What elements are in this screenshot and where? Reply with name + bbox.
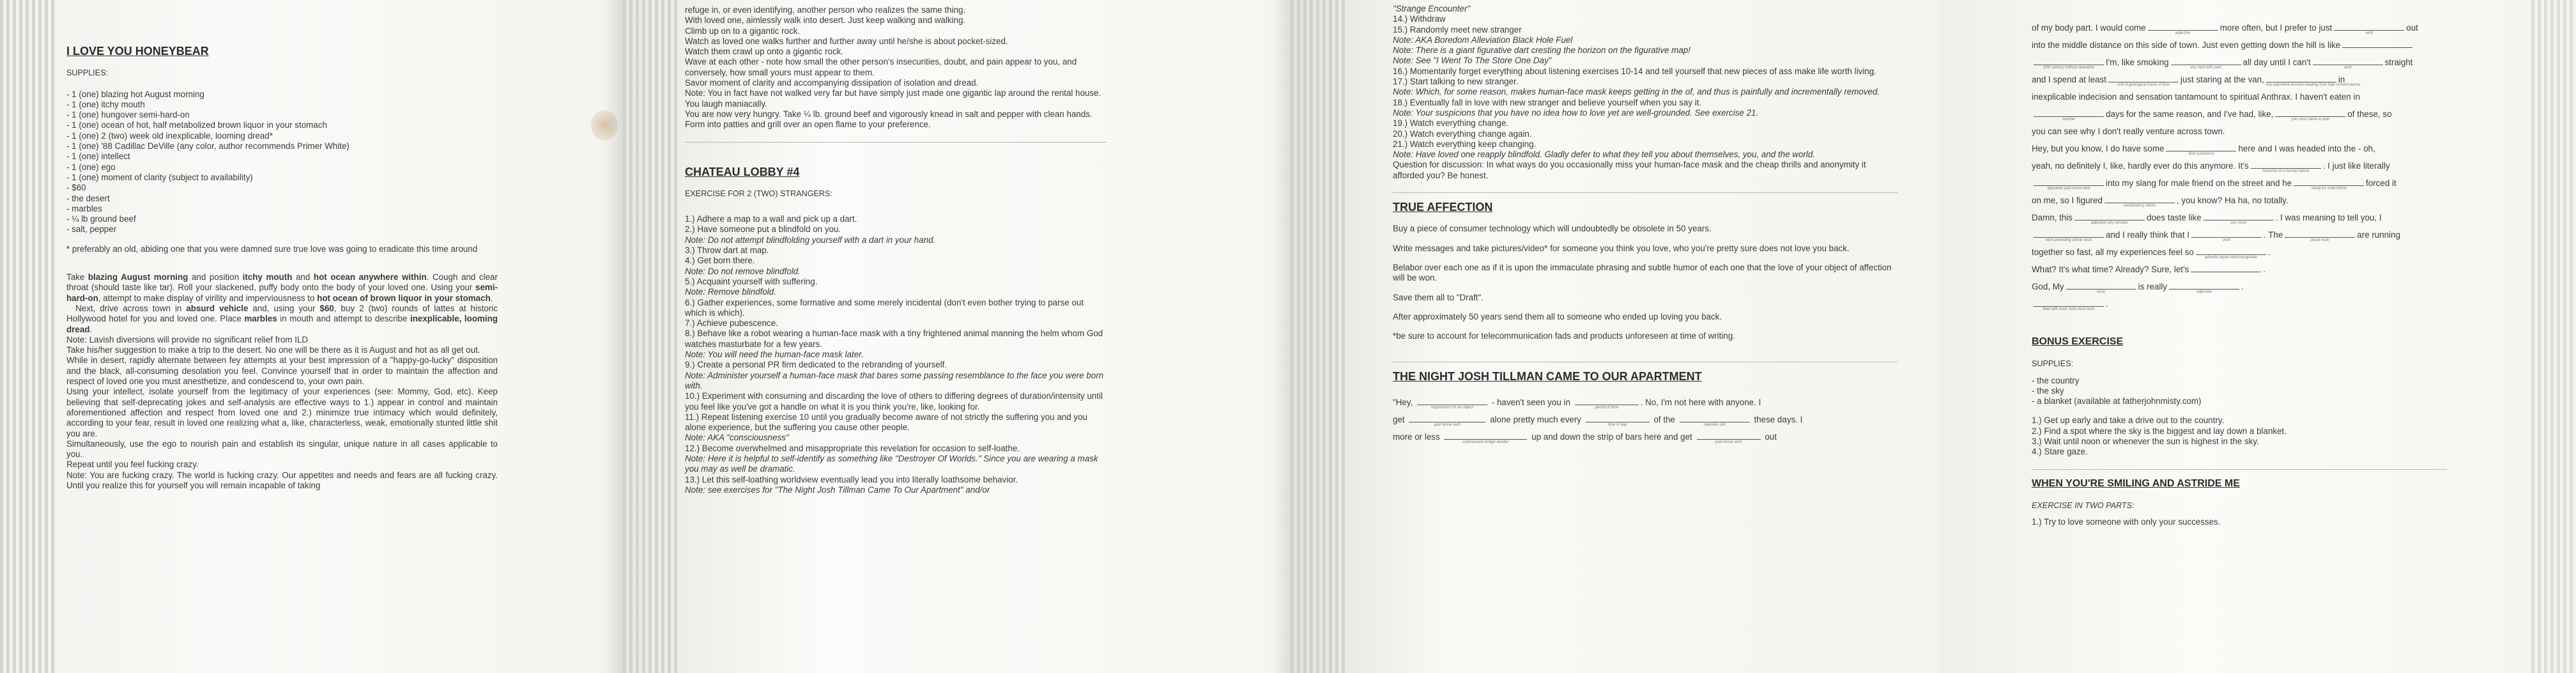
step-line: 20.) Watch everything change again.	[1393, 128, 1532, 139]
body-paragraphs	[66, 335, 498, 491]
step-line: Note: See "I Went To The Store One Day"	[1393, 56, 1552, 66]
paragraph-next: Next, drive across town in absurd vehicle and, using your $60, buy 2 (two) rounds of lattes at historic Hollywood hotel for you and loved one. Place marbles in mouth and attempt to describe inexplicable, looming dread.	[66, 303, 498, 334]
blank-hint: adjective	[2196, 290, 2212, 294]
intro-line: Watch as loved one walks further and further away until he/she is about pocket-sized.	[685, 36, 1008, 46]
madlib-text: of my body part. I would come	[2032, 23, 2146, 33]
blank-field[interactable]	[2104, 194, 2175, 208]
madlib-text: and I really think that I	[2106, 230, 2190, 240]
blank-field[interactable]	[2166, 143, 2236, 156]
supply-item: - 1 (one) blazing hot August morning	[66, 89, 204, 99]
section-title-chateau: CHATEAU LOBBY #4	[685, 165, 800, 178]
madlib-continued	[2032, 19, 2447, 313]
intro-line: refuge in, or even identifying, another person who realizes the same thing.	[685, 5, 966, 15]
madlib-text: days for the same reason, and I've had, like,	[2106, 109, 2274, 119]
blank-field[interactable]	[2066, 281, 2136, 294]
blank-hint: noun	[2096, 290, 2106, 294]
supply-item: - marbles	[66, 203, 102, 213]
blank-hint: adjective	[2175, 31, 2191, 35]
supply-item: - salt, pepper	[66, 224, 117, 235]
exercise-step: 10.) Experiment with consuming and discarding the love of others to differing degrees of duration/intensity until you feel like you've got a handle on what it is you think you're, like, looking for.	[685, 391, 1103, 412]
madlib-text: are running	[2357, 230, 2401, 240]
exercise-step: 7.) Achieve pubescence.	[685, 318, 778, 329]
madlib-text: .	[2106, 299, 2108, 309]
madlib-text: God, My	[2032, 282, 2064, 291]
blank-field[interactable]	[2034, 229, 2104, 242]
madlib-text: out	[2406, 23, 2418, 33]
step-line: 17.) Start talking to new stranger.	[1393, 77, 1519, 87]
supply-item: - 1 (one) 2 (two) week old inexplicable, looming dread*	[66, 130, 273, 141]
madlib-line	[2032, 278, 2447, 295]
bonus-supply-item: - the sky	[2032, 385, 2064, 396]
blank-hint: slang for male friend	[2311, 187, 2347, 190]
exercise-step: 4.) Get born there.	[685, 256, 755, 266]
supply-item: - ¼ lb ground beef	[66, 214, 136, 224]
blank-hint: verb	[2365, 31, 2373, 35]
continued-steps	[1393, 4, 1897, 181]
blank-hint: number	[2062, 118, 2076, 121]
blank-hint: fleet with truck verb must work	[2043, 307, 2095, 311]
blank-hint: plural noun	[2310, 238, 2330, 242]
body-paragraph: Simultaneously, use the ego to nourish pain and establish its singular, unique nature in all cases applicable to you.	[66, 438, 498, 460]
supply-item: - 1 (one) ocean of hot, half metabolized brown liquor in your stomach	[66, 120, 327, 130]
affection-line: Buy a piece of consumer technology which will undoubtedly be obsolete in 50 years.	[1393, 224, 1712, 234]
madlib-text: forced it	[2366, 178, 2396, 188]
exercise-step: 1.) Try to love someone with only your successes.	[2032, 517, 2221, 527]
bonus-supplies-list	[2032, 376, 2447, 407]
body-paragraph: Note: You are fucking crazy. The world is fucking crazy. Our appetites and needs and fears are all fucking crazy. Until you realize this for yourself you will remain incapable of taking	[66, 470, 498, 490]
madlib-text: into my slang for male friend on the street and he	[2106, 178, 2292, 188]
step-line: 15.) Randomly meet new stranger	[1393, 24, 1522, 35]
page-panel-2	[623, 0, 1291, 673]
madlib-text: .	[2267, 247, 2271, 257]
blank-hint: exclamatory cliche	[2124, 204, 2156, 208]
blank-field[interactable]: period of time	[1575, 396, 1639, 405]
panel-3-column	[1393, 4, 1897, 445]
madlib-text: yeah, no definitely I, like, hardly ever do this anymore. It's	[2032, 161, 2249, 171]
step-line: 16.) Momentarily forget everything about listening exercises 10-14 and tell yourself that new pieces of ass make life worth living.	[1393, 66, 1876, 76]
blank-field[interactable]	[2034, 298, 2104, 311]
panel-4-column	[2032, 19, 2447, 528]
step-line: Note: AKA Boredom Alleviation Black Hole Fuel	[1393, 35, 1573, 45]
supply-item: - $60	[66, 183, 86, 193]
affection-line: Belabor over each one as if it is upon the immaculate phrasing and subtle humor of each one that the love of your object of affection will be won.	[1393, 262, 1892, 283]
intro-line: You are now very hungry. Take ¼ lb. ground beef and vigorously knead in salt and pepper with clean hands. Form into patties and grill over an open flame to your preference.	[685, 109, 1092, 130]
madlib-line	[2032, 244, 2447, 261]
page-panel-3	[1291, 0, 1937, 673]
blank-field[interactable]	[2074, 212, 2145, 225]
body-paragraph: Note: Lavish diversions will provide no significant relief from ILD	[66, 334, 309, 344]
blank-field[interactable]	[2034, 108, 2104, 121]
blank-field[interactable]	[2342, 39, 2412, 48]
bonus-supplies-label: SUPPLIES:	[2032, 359, 2074, 369]
madlib-text: inexplicable indecision and sensation tantamount to spiritual Anthrax. I haven't eaten in	[2032, 92, 2360, 102]
exercise-note: Note: You will need the human-face mask later.	[685, 350, 864, 360]
decorative-stripes	[2531, 0, 2576, 673]
body-paragraph: Take his/her suggestion to make a trip to the desert. No one will be there as it is August and hot as all get out.	[66, 345, 480, 355]
exercise-step: 13.) Let this self-loathing worldview eventually lead you into literally loathsome behavior.	[685, 474, 1018, 484]
madlib-block: "Hey, euphemism for an object - haven't seen you in period of time . No, I'm not here with anyone. I get past tense verb alone pretty much every time of day of the calendar unit these days. I more or less substandard bridge dweller up and down the strip of bars here and get past tense verb out	[1393, 397, 1803, 444]
step-line: 19.) Watch everything change.	[1393, 118, 1509, 128]
step-line: 14.) Withdraw	[1393, 14, 1446, 24]
madlib-line	[2032, 54, 2447, 71]
body-paragraph: Using your intellect, isolate yourself from the legitimacy of your experiences (see: Mommy, God, etc). Keep believing that self-deprecating jokes and self-analysis are effective ways to 1.) appear in control and maintain aforementioned affection and respect from loved one and 2.) minimize true intimacy which would definitely, according to your fear, result in loved one realizing what a, like, characterless, weak, emotionally stunted little shit you are.	[66, 387, 498, 438]
blank-field[interactable]	[2108, 73, 2179, 87]
madlib-text: , you know? Ha ha, no totally.	[2176, 196, 2288, 205]
madlib-line	[2032, 261, 2447, 278]
exercise-step: 9.) Create a personal PR firm dedicated to the rebranding of yourself.	[685, 360, 947, 370]
blank-hint: adjective any minutes	[2091, 221, 2128, 225]
intro-line: Wave at each other - note how small the other person's insecurities, doubt, and pain appear to you, and conversely, how small yours must appear to them.	[685, 57, 1077, 77]
intro-line: Note: You in fact have not walked very far but have simply just made one gigantic lap around the rental house. You laugh maniacally.	[685, 88, 1101, 109]
supply-item: - the desert	[66, 193, 110, 203]
intro-paragraphs	[685, 5, 1107, 130]
exercise-step: 6.) Gather experiences, some formative and some merely incidental (don't even bother trying to parse out which is which).	[685, 297, 1084, 318]
madlib-text: . I just like literally	[2322, 161, 2390, 171]
exercise-step: 5.) Acquaint yourself with suffering.	[685, 276, 818, 286]
exercise-step: 8.) Behave like a robot wearing a human-face mask with a tiny frightened animal manning the helm whom God watches masturbate for a few years.	[685, 329, 1103, 349]
blank-field[interactable]: calendar unit	[1680, 414, 1750, 422]
madlib-text: here and I was headed into the - oh,	[2238, 144, 2375, 153]
section-title-true-affection: TRUE AFFECTION	[1393, 201, 1493, 214]
blank-hint: 20th century military operation	[2043, 66, 2095, 70]
step-line: Note: Your suspicions that you have no idea how to love yet are well-grounded. See exercise 21.	[1393, 107, 1759, 118]
step-line: 18.) Eventually fall in love with new stranger and believe yourself when you say it.	[1393, 97, 1702, 107]
exercise-note: Note: Do not attempt blindfolding yourself with a dart in your hand.	[685, 235, 936, 245]
blank-field[interactable]	[2204, 212, 2274, 225]
madlib-line	[2032, 192, 2447, 209]
madlib-text: .	[2263, 265, 2266, 274]
blank-field[interactable]	[2191, 229, 2262, 242]
section-title-honeybear: I LOVE YOU HONEYBEAR	[66, 45, 209, 58]
madlib-text: on me, so I figured	[2032, 196, 2103, 205]
section-title-smiling: WHEN YOU'RE SMILING AND ASTRIDE ME	[2032, 477, 2240, 489]
bonus-step: 4.) Stare gaze.	[2032, 447, 2088, 457]
exercise-subtitle: EXERCISE IN TWO PARTS:	[2032, 500, 2135, 510]
madlib-line	[2032, 123, 2447, 140]
madlib-line	[2032, 19, 2447, 36]
blank-field[interactable]	[2034, 177, 2104, 190]
decorative-stripes	[1291, 0, 1348, 673]
madlib-text: Hey, but you know, I do have some	[2032, 144, 2165, 153]
intro-line: Climb up on to a gigantic rock.	[685, 26, 801, 36]
section-divider	[685, 142, 1107, 143]
section-divider	[2032, 469, 2447, 470]
step-line: Note: There is a giant figurative dart cresting the horizon on the figurative map!	[1393, 45, 1690, 56]
blank-hint: verb	[2223, 238, 2230, 242]
blank-hint: verb	[2343, 66, 2352, 70]
exercise-note: Note: Here it is helpful to self-identify as something like "Destroyer Of Worlds." Since you are wearing a mask you may as well be dramatic.	[685, 453, 1098, 474]
bonus-step: 2.) Find a spot where the sky is the biggest and lay down a blanket.	[2032, 426, 2287, 436]
madlib-text: does taste like	[2147, 213, 2202, 222]
blank-field[interactable]: euphemism for an object	[1417, 396, 1487, 405]
affection-paragraphs	[1393, 224, 1897, 350]
supply-item: - 1 (one) hungover semi-hard-on	[66, 110, 190, 120]
madlib-text: together so fast, all my experiences feel so	[2032, 247, 2194, 257]
decorative-stripes	[0, 0, 57, 673]
madlib-text: all day until I can't	[2242, 58, 2311, 67]
blank-hint: verb preceding article noun	[2045, 238, 2092, 242]
blank-hint: any pejorative emotion leading from high school trauma	[2266, 83, 2361, 87]
blank-field[interactable]	[2171, 56, 2241, 70]
blank-field[interactable]	[2294, 177, 2364, 190]
exercise-subtitle: EXERCISE FOR 2 (TWO) STRANGERS:	[685, 189, 832, 198]
intro-line: Watch them crawl up onto a gigantic rock.	[685, 47, 844, 57]
madlib-line	[2032, 209, 2447, 226]
footnote: * preferably an old, abiding one that you were damned sure true love was going to eradicate this time around	[66, 244, 478, 254]
exercise-note: Note: see exercises for "The Night Josh Tillman Came To Our Apartment" and/or	[685, 484, 990, 495]
blank-field[interactable]	[2285, 229, 2355, 242]
madlib-line	[2032, 295, 2447, 313]
madlib-text: just staring at the van,	[2180, 75, 2264, 84]
supplies-label: SUPPLIES:	[66, 68, 109, 78]
supplies-list	[66, 89, 498, 235]
madlib-text: you can see why I don't really venture across town.	[2032, 127, 2225, 136]
madlib-text: more often, but I prefer to just	[2220, 23, 2333, 33]
blank-field[interactable]	[2251, 160, 2321, 173]
blank-field[interactable]	[2313, 56, 2383, 70]
madlib-text: straight	[2384, 58, 2413, 67]
blank-field[interactable]	[2275, 108, 2345, 121]
madlib-line	[2032, 36, 2447, 54]
blank-field[interactable]: past tense verb	[1409, 414, 1485, 422]
exercise-steps	[685, 214, 1107, 495]
exercise-step: 1.) Adhere a map to a wall and pick up a dart.	[685, 214, 857, 224]
step-line: "Strange Encounter"	[1393, 4, 1471, 13]
blank-hint: any noun	[2230, 221, 2246, 225]
madlib-text: into the middle distance on this side of town. Just even getting down the hill is like	[2032, 40, 2341, 50]
body-paragraph: While in desert, rapidly alternate between fey attempts at your best impression of a "happy-go-lucky" disposition and the black, all-consuming desolation you feel. Convince yourself that in order to maintain the affection and respect of loved one you must anesthetize, and condescend to, your own pain.	[66, 355, 498, 387]
bonus-step: 3.) Wait until noon or whenever the sun is highest in the sky.	[2032, 437, 2259, 447]
paragraph-take: Take blazing August morning and position itchy mouth and hot ocean anywhere within. Cough and clear throat (should taste like tar). Roll your slackened, puffy body onto the body of your loved one. Using your semi-hard-on, attempt to make display of virility and imperviousness to hot ocean of brown liquor in your stomach.	[66, 272, 498, 303]
blank-hint: adverbs equal interchangeable	[2204, 256, 2257, 259]
supply-item: - 1 (one) intellect	[66, 151, 130, 162]
exercise-step: 3.) Throw dart at map.	[685, 245, 769, 256]
intro-line: With loved one, aimlessly walk into desert. Just keep walking and walking.	[685, 15, 966, 26]
blank-field[interactable]	[2196, 246, 2266, 259]
supply-item: - 1 (one) moment of clarity (subject to availability)	[66, 172, 253, 182]
supply-item: - 1 (one) itchy mouth	[66, 99, 145, 109]
blank-hint: any verb with past	[2190, 66, 2221, 70]
bonus-step: 1.) Get up early and take a drive out to the country.	[2032, 415, 2225, 426]
section-title-josh-tillman: THE NIGHT JOSH TILLMAN CAME TO OUR APARTMENT	[1393, 370, 1702, 383]
madlib-line	[2032, 71, 2447, 88]
affection-line: Write messages and take pictures/video* for someone you think you love, who you're pretty sure does not love you back.	[1393, 243, 1850, 253]
section-divider	[1393, 192, 1897, 193]
affection-line: After approximately 50 years send them all to someone who ended up loving you back.	[1393, 311, 1722, 321]
exercise-note: Note: Administer yourself a human-face mask that bares some passing resemblance to the face you were born with.	[685, 370, 1104, 391]
madlib-line	[2032, 105, 2447, 123]
blank-hint: unit of geological frame of time	[2117, 83, 2170, 87]
body-paragraph: Repeat until you feel fucking crazy.	[66, 460, 199, 470]
page-panel-1	[0, 0, 623, 673]
panel-1-column	[66, 40, 498, 491]
step-line: Note: Which, for some reason, makes human-face mask keeps getting in the of, and thus is painfully and incrementally removed.	[1393, 87, 1880, 97]
madlib-text: What? It's what time? Already? Sure, let's	[2032, 265, 2189, 274]
blank-hint: illicit substance	[2188, 152, 2214, 156]
blank-field[interactable]	[2148, 22, 2218, 35]
intro-line: Savor moment of clarity and accompanying dissipation of isolation and dread.	[685, 78, 979, 88]
blank-field[interactable]: past tense verb	[1697, 431, 1761, 440]
madlib-line	[2032, 157, 2447, 174]
madlib-line	[2032, 88, 2447, 105]
supply-item: - 1 (one) ego	[66, 162, 116, 172]
madlib-text: .	[2241, 282, 2244, 291]
madlib-text: and I spend at least	[2032, 75, 2106, 84]
exercise-note: Note: Do not remove blindfold.	[685, 266, 801, 276]
exercise-step: 11.) Repeat listening exercise 10 until you gradually become aware of not strictly the suffering you and you alone experience, but the suffering you cause other people.	[685, 412, 1087, 433]
step-line: 21.) Watch everything keep changing.	[1393, 139, 1537, 149]
madlib-text: is really	[2138, 282, 2167, 291]
affection-line: *be sure to account for telecommunication fads and products unforeseen at time of writing.	[1393, 331, 1735, 341]
blank-hint: figurative past tense verb	[2047, 187, 2090, 190]
blank-field[interactable]	[2169, 281, 2239, 294]
exercise-note: Note: AKA "consciousness"	[685, 433, 789, 443]
blank-field[interactable]	[2334, 22, 2404, 35]
blank-field[interactable]: substandard bridge dweller	[1444, 431, 1527, 440]
bonus-steps	[2032, 415, 2447, 457]
madlib-text: Damn, this	[2032, 213, 2073, 222]
blank-field[interactable]	[2266, 73, 2361, 87]
blank-hint: hardship of a mental nature	[2262, 169, 2310, 173]
bonus-supply-item: - the country	[2032, 375, 2080, 385]
madlib-text: . The	[2264, 230, 2283, 240]
panel-2-column	[685, 5, 1107, 495]
blank-field[interactable]	[2191, 263, 2261, 272]
bonus-supply-item: - a blanket (available at fatherjohnmisty.com)	[2032, 396, 2202, 406]
blank-field[interactable]	[2034, 56, 2104, 70]
step-line: Question for discussion: In what ways do you occasionally miss your human-face mask and the cheap thrills and anonymity it afforded you? Be honest.	[1393, 160, 1866, 180]
madlib-line	[2032, 174, 2447, 192]
madlib-text: of these, so	[2347, 109, 2392, 119]
page-panel-4	[1937, 0, 2576, 673]
page-fold-shadow	[604, 0, 623, 673]
madlib-line	[2032, 226, 2447, 244]
supply-item: - 1 (one) '88 Cadillac DeVille (any color, author recommends Primer White)	[66, 141, 349, 151]
exercise-note: Note: Remove blindfold.	[685, 287, 776, 297]
madlib-text: in	[2338, 75, 2345, 84]
step-line: Note: Have loved one reapply blindfold. Gladly defer to what they tell you about themselves, you, and the world.	[1393, 150, 1815, 160]
blank-hint: you must name a year	[2291, 118, 2330, 121]
section-title-bonus: BONUS EXERCISE	[2032, 336, 2124, 347]
affection-line: Save them all to "Draft".	[1393, 292, 1483, 302]
exercise-step: 2.) Have someone put a blindfold on you.	[685, 224, 841, 235]
exercise-step: 12.) Become overwhelmed and misappropriate this revelation for occasion to self-loathe.	[685, 443, 1020, 453]
madlib-text: I'm, like smoking	[2106, 58, 2169, 67]
page-fold-shadow	[1271, 0, 1291, 673]
decorative-stripes	[623, 0, 680, 673]
madlib-text: . I was meaning to tell you, I	[2275, 213, 2382, 222]
blank-field[interactable]: time of day	[1586, 414, 1650, 422]
madlib-line	[2032, 140, 2447, 157]
